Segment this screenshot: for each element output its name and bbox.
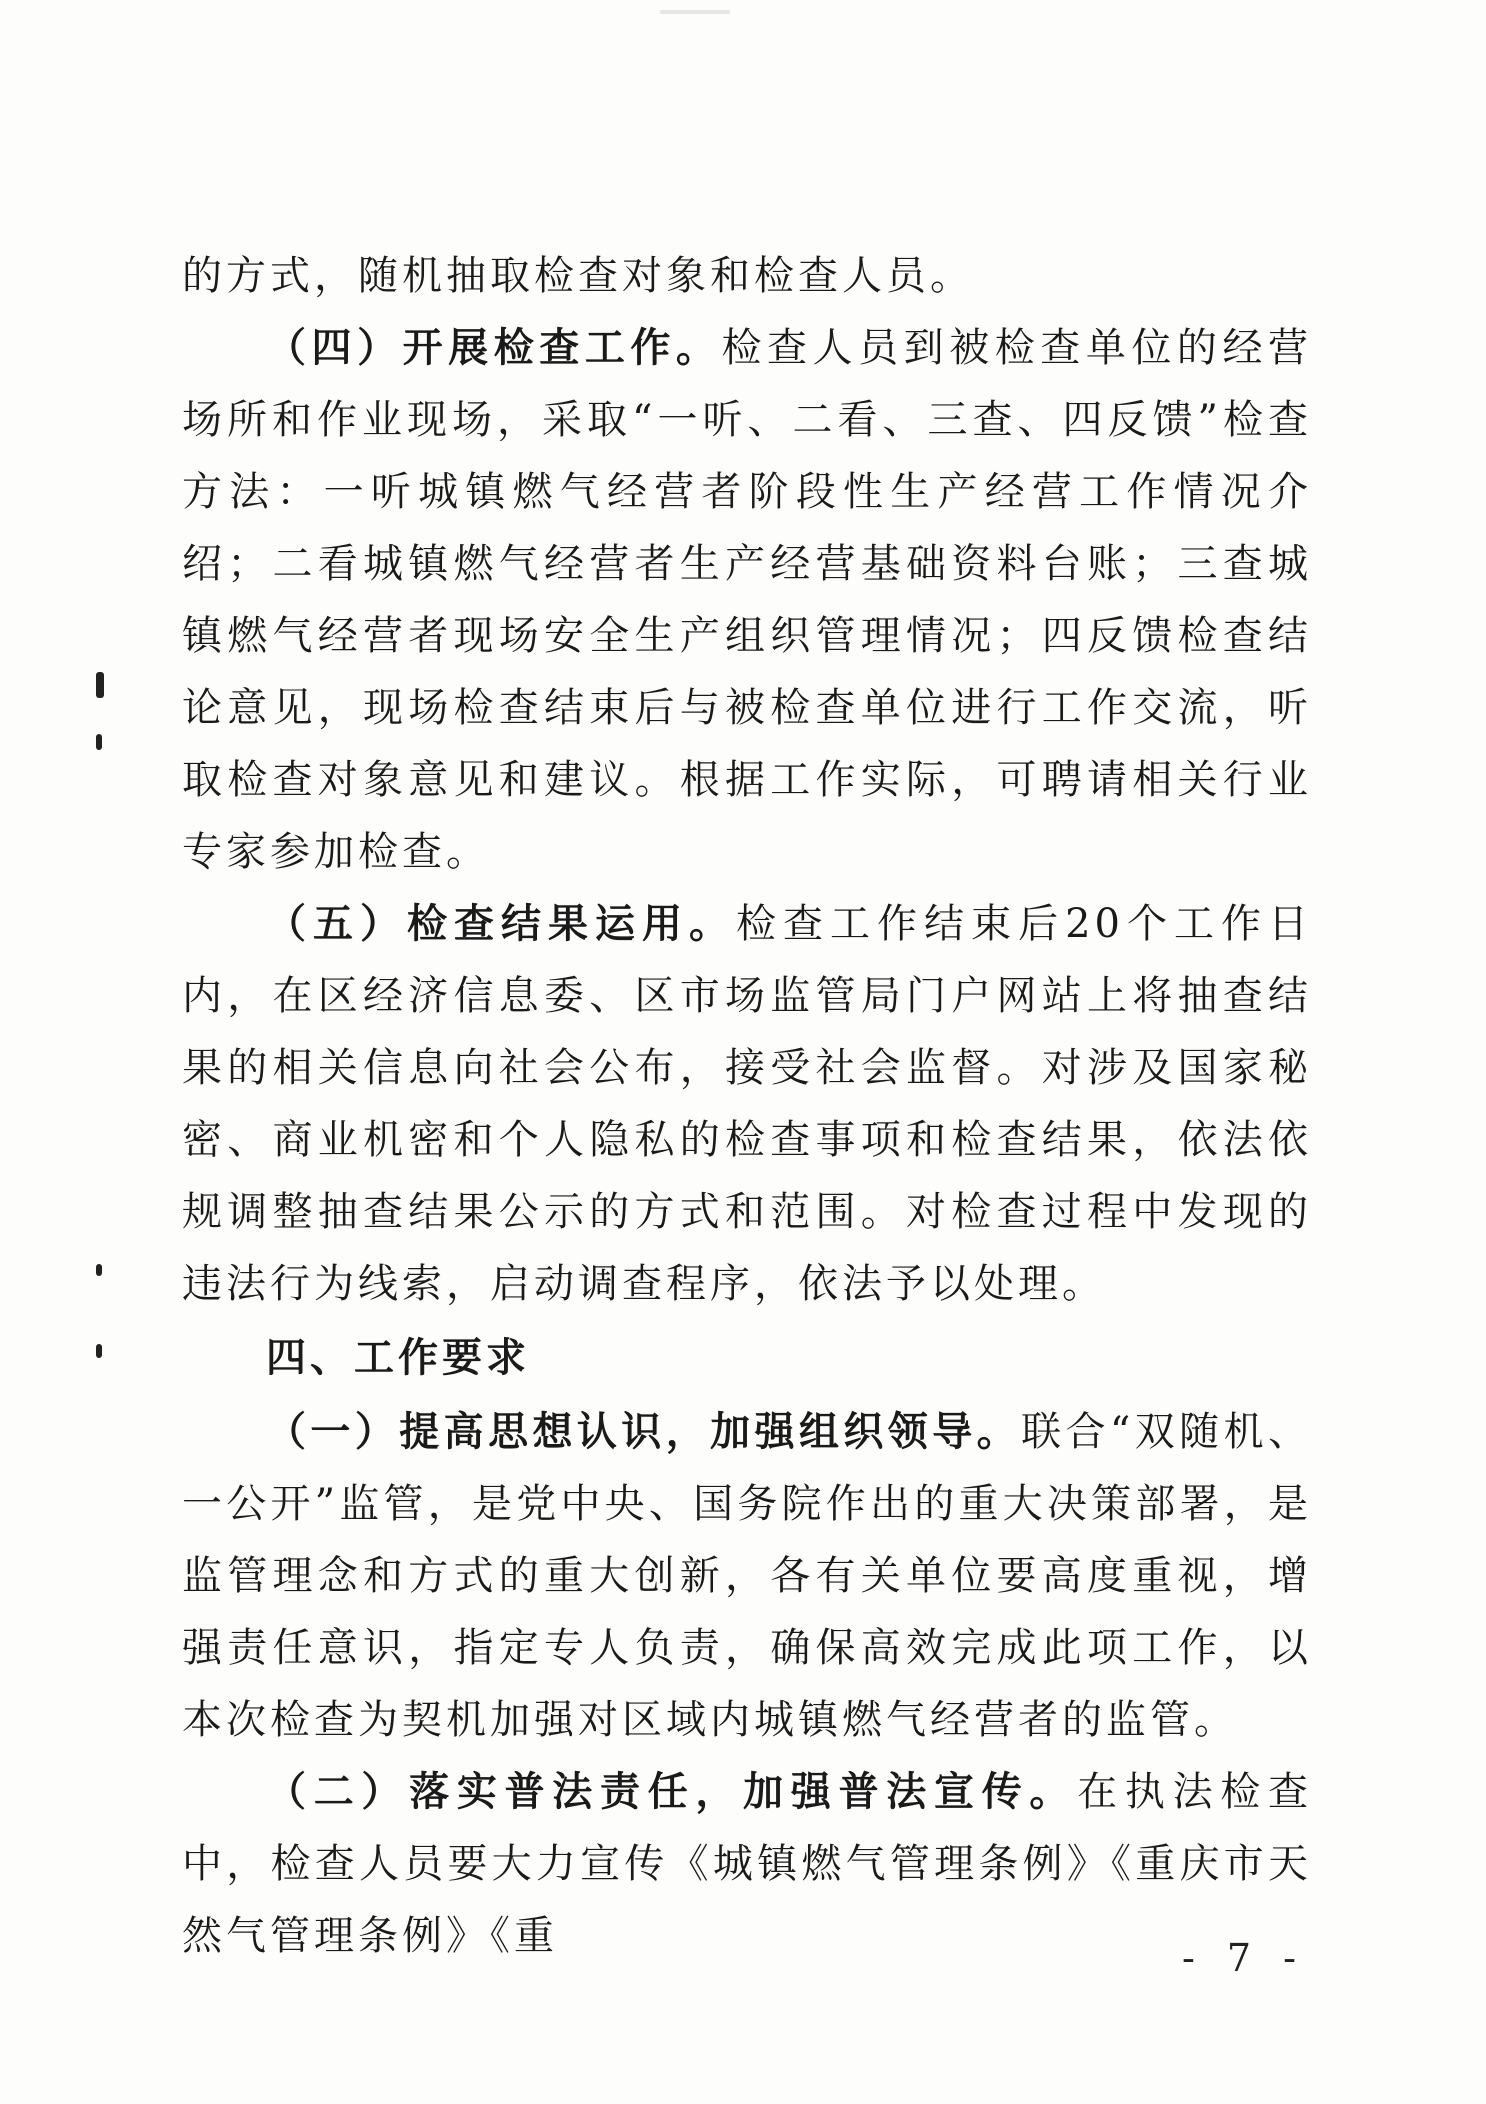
paragraph-text: 联合“双随机、一公开”监管，是党中央、国务院作出的重大决策部署，是监管理念和方式的重大创新，各有关单位要高度重视，增强责任意识，指定专人负责，确保高效完成此项工作，以本次检查为契机加强对区域内城镇燃气经营者的监管。	[182, 1409, 1313, 1743]
scan-mark	[96, 1264, 102, 1276]
paragraph-lead: （一）提高思想认识，加强组织领导。	[266, 1408, 1022, 1455]
scan-smudge	[660, 10, 730, 14]
paragraph-text: 检查工作结束后20个工作日内，在区经济信息委、区市场监管局门户网站上将抽查结果的相关信息向社会公布，接受社会监督。对涉及国家秘密、商业机密和个人隐私的检查事项和检查结果，依法依规调整抽查结果公示的方式和范围。对检查过程中发现的违法行为线索，启动调查程序，依法予以处理。	[182, 901, 1312, 1307]
paragraph-text: 的方式，随机抽取检查对象和检查人员。	[182, 253, 974, 299]
section-heading: 四、工作要求	[266, 1335, 530, 1381]
paragraph-text: 检查人员到被检查单位的经营场所和作业现场，采取“一听、二看、三查、四反馈”检查方法：一听城镇燃气经营者阶段性生产经营工作情况介绍；二看城镇燃气经营者生产经营基础资料台账；三查城镇燃气经营者现场安全生产组织管理情况；四反馈检查结论意见，现场检查结束后与被检查单位进行工作交流，听取检查对象意见和建议。根据工作实际，可聘请相关行业专家参加检查。	[182, 325, 1313, 875]
scan-mark	[96, 672, 104, 698]
paragraph-awareness	[182, 1396, 1312, 1756]
paragraph-lead: （五）检查结果运用。	[266, 900, 737, 947]
paragraph-law-education	[182, 1756, 1312, 1972]
paragraph-text: 在执法检查中，检查人员要大力宣传《城镇燃气管理条例》《重庆市天然气管理条例》《重	[182, 1769, 1313, 1959]
page-number: - 7 -	[1181, 1936, 1306, 1980]
scan-mark	[96, 1344, 102, 1358]
paragraph-result-usage	[182, 888, 1312, 1320]
paragraph-lead: （二）落实普法责任，加强普法宣传。	[266, 1768, 1078, 1815]
document-body	[182, 240, 1312, 1972]
paragraph-inspection-work	[182, 312, 1312, 888]
scan-mark	[96, 734, 102, 750]
paragraph-continuation	[182, 240, 1312, 312]
paragraph-lead: （四）开展检查工作。	[266, 324, 722, 371]
